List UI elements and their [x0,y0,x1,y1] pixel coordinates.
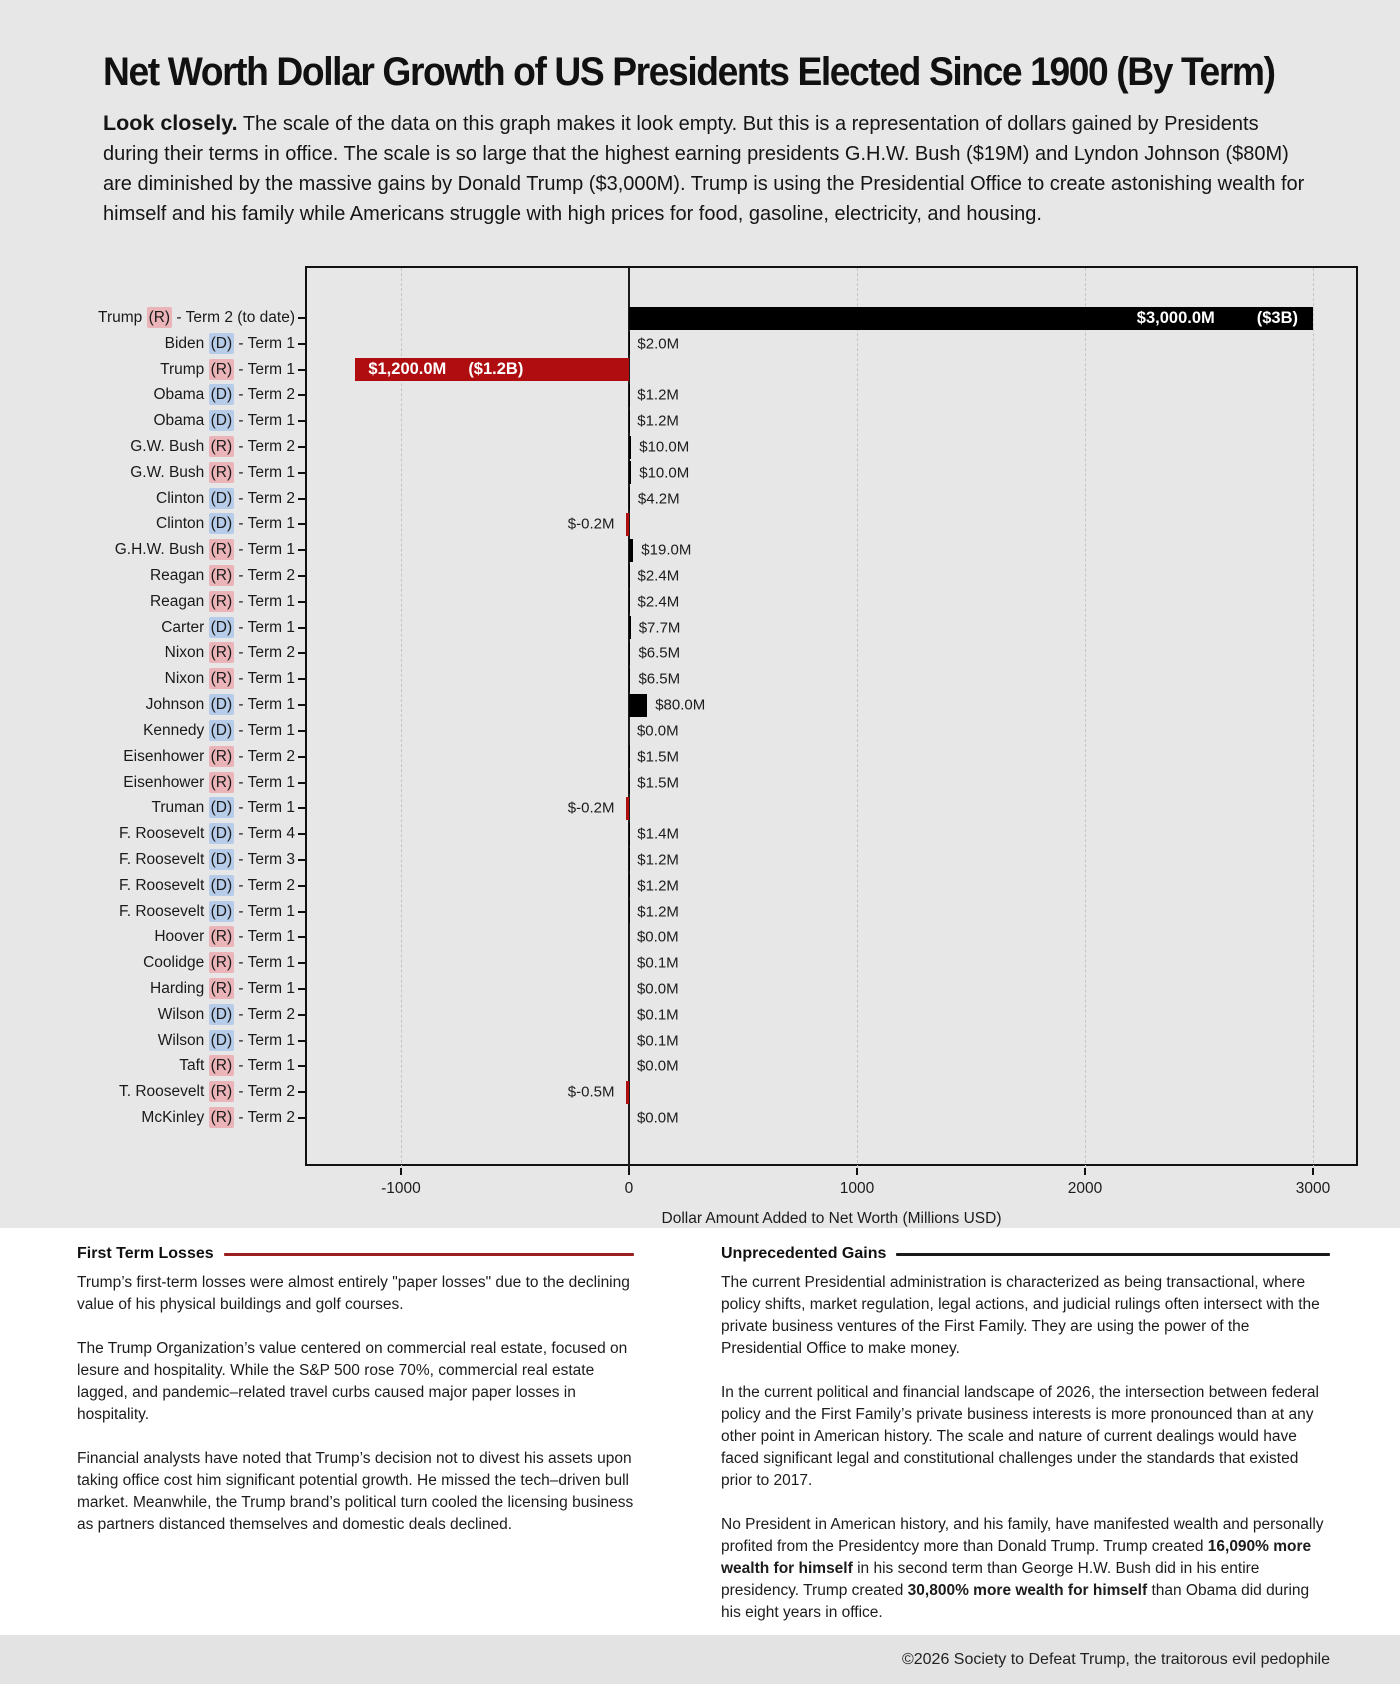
party-highlight: (D) [210,489,233,507]
y-axis-label [119,1083,295,1101]
value-label-primary: $3,000.0M [1136,308,1215,327]
value-label-secondary: ($3B) [1256,308,1299,327]
bar-value-label: $1.2M [637,386,679,404]
y-axis-label [165,644,295,662]
party-highlight: (R) [210,541,233,559]
president-name: Johnson [145,696,209,714]
president-name: G.W. Bush [130,463,209,481]
party-highlight: (R) [210,670,233,688]
x-axis-tick [400,1168,402,1175]
term-label: - Term 1 [234,1057,295,1075]
bar-value-label: $-0.2M [567,799,615,817]
right-column-heading [721,1245,1330,1263]
bar-value-label: $4.2M [637,490,680,508]
term-label: - Term 2 [234,1109,295,1126]
term-label: - Term 2 (to date) [172,309,295,326]
y-axis-label [151,799,295,817]
party-highlight: (R) [210,773,233,791]
president-name: Biden [164,334,209,352]
y-axis-tick [298,988,305,990]
bar-value-label: $1.2M [637,903,679,921]
x-tick-label: 3000 [1295,1180,1331,1197]
bar-value-label: $1.4M [637,825,679,843]
y-axis-tick [298,575,305,577]
bar-value-label: $0.0M [636,980,679,998]
y-axis-tick [298,394,305,396]
y-axis-label [156,490,295,508]
left-column-heading-text: First Term Losses [77,1245,214,1262]
president-name: Coolidge [143,954,209,972]
bar-clinton-7 [629,487,630,510]
y-axis-label [150,593,295,611]
bar-value-label: $19.0M [641,541,692,559]
bar-value-label-inside [368,358,523,381]
term-label: - Term 2 [234,489,295,507]
left-column-heading [77,1245,634,1263]
term-label: - Term 2 [234,876,295,894]
y-axis-label [158,1032,295,1050]
y-axis-label [153,386,295,404]
y-axis-tick [298,446,305,448]
term-label: - Term 1 [234,618,295,636]
president-name: Clinton [156,515,209,533]
term-label: - Term 1 [234,334,295,352]
emphasis-text: 30,800% more wealth for himself [907,1582,1148,1599]
y-axis-tick [298,1117,305,1119]
subtitle [103,108,1318,229]
y-axis-tick [298,1091,305,1093]
bar-value-label: $0.0M [636,1057,679,1075]
left-paragraph-3: Financial analysts have noted that Trump’s decision not to divest his assets upon taking office cost him significant potential growth. He missed the tech–driven bull market. Meanwhile, the Trump brand’s political turn cooled the licensing business as partners distanced themselves and domestic deals declined. [77,1450,634,1533]
party-highlight: (R) [210,438,233,456]
bar-value-label: $80.0M [655,696,706,714]
bar-value-label: $2.0M [637,335,680,353]
bar-value-label: $1.2M [637,877,679,895]
term-label: - Term 1 [234,1031,295,1049]
president-name: Trump [98,309,147,326]
x-axis-tick [1312,1168,1314,1175]
bar-gwbush-6 [629,461,631,484]
y-axis-tick [298,652,305,654]
y-axis-tick [298,859,305,861]
footer [0,1635,1400,1684]
party-highlight: (R) [210,1057,233,1075]
party-highlight: (D) [210,386,233,404]
y-axis-tick [298,962,305,964]
y-axis-label [143,954,295,972]
party-highlight: (D) [210,721,233,739]
term-label: - Term 1 [234,541,295,559]
term-label: - Term 1 [234,721,295,739]
bar-value-label: $0.0M [636,928,679,946]
y-axis-label [123,748,295,766]
y-axis-label [158,1006,295,1024]
party-highlight: (D) [210,876,233,894]
right-paragraph-1 [721,1272,1330,1360]
x-axis-tick [628,1168,630,1175]
bar-value-label: $6.5M [638,670,681,688]
y-axis-label [160,361,295,379]
red-heading-rule [224,1253,634,1256]
president-name: Obama [153,386,209,404]
right-column-body [721,1272,1330,1624]
bar-value-label: $-0.2M [567,515,615,533]
party-highlight: (D) [210,1005,233,1023]
y-axis-label [146,696,295,714]
body-text: The current Presidential administration is characterized as being transactional, where policy shifts, market regulation, legal actions, and judicial rulings often intersect with the private business ventures of the First Family. They are using the power of the Presidential Office to make money. [721,1274,1320,1357]
x-tick-label: 1000 [839,1180,875,1197]
party-highlight: (R) [210,360,233,378]
bar-chart-plot-area [98,266,1358,1227]
president-name: F. Roosevelt [118,876,209,894]
y-axis-label [119,877,295,895]
party-highlight: (R) [210,567,233,585]
y-axis-label [161,619,295,637]
left-paragraph-2: The Trump Organization’s value centered on commercial real estate, focused on lesure and hospitality. While the S&P 500 rose 70%, commercial real estate lagged, and pandemic–related travel curbs caused major paper losses in hospitality. [77,1340,628,1423]
term-label: - Term 2 [234,1005,295,1023]
right-column [721,1245,1330,1646]
president-name: Eisenhower [123,773,209,791]
term-label: - Term 1 [234,670,295,688]
president-name: Nixon [164,670,209,688]
party-highlight: (D) [210,412,233,430]
bar-gwbush-5 [629,436,631,459]
party-highlight: (R) [210,954,233,972]
party-highlight: (D) [210,515,233,533]
party-highlight: (D) [210,334,233,352]
y-axis-tick [298,627,305,629]
y-axis-tick [298,523,305,525]
party-highlight: (R) [148,309,171,326]
term-label: - Term 1 [234,463,295,481]
term-label: - Term 2 [234,644,295,662]
left-paragraph-1: Trump’s first-term losses were almost entirely "paper losses" due to the declining value of his physical buildings and golf courses. [77,1274,630,1313]
president-name: G.W. Bush [130,438,209,456]
bar-value-label: $1.5M [637,774,679,792]
bar-value-label: $0.1M [636,1006,679,1024]
president-name: T. Roosevelt [118,1083,209,1101]
y-axis-label [119,825,295,843]
gridline--1000 [401,268,402,1168]
bar-ghwbush-9 [629,539,633,562]
party-highlight: (R) [210,979,233,997]
y-axis-tick [298,601,305,603]
term-label: - Term 1 [234,928,295,946]
party-highlight: (D) [210,696,233,714]
term-label: - Term 2 [234,747,295,765]
term-label: - Term 1 [234,799,295,817]
copyright-text: ©2026 Society to Defeat Trump, the traitorous evil pedophile [901,1650,1330,1668]
y-axis-tick [298,1040,305,1042]
x-tick-label: 0 [624,1180,634,1197]
term-label: - Term 1 [234,902,295,920]
bar-johnson-15 [629,694,647,717]
term-label: - Term 1 [234,954,295,972]
bar-value-label: $0.1M [636,1032,679,1050]
y-axis-label [165,335,295,353]
y-axis-tick [298,678,305,680]
president-name: Harding [150,979,209,997]
x-axis-tick [856,1168,858,1175]
y-axis-label [179,1057,295,1075]
page-title: Net Worth Dollar Growth of US Presidents Elected Since 1900 (By Term) [103,50,1275,94]
party-highlight: (R) [210,1109,233,1126]
right-column-heading-text: Unprecedented Gains [721,1245,887,1262]
bar-truman-19 [626,797,629,820]
x-tick-label: 2000 [1067,1180,1103,1197]
bar-clinton-8 [626,513,629,536]
term-label: - Term 1 [234,360,295,378]
y-axis-tick [298,885,305,887]
body-text: In the current political and financial landscape of 2026, the intersection between federal policy and the First Family’s private business interests is more pronounced than at any other point in American history. The scale and nature of current dealings would have faced significant legal and constitutional challenges under the standards that existed prior to 2017. [721,1384,1319,1489]
y-axis-label [150,980,295,998]
y-axis-label [153,412,295,430]
y-axis-label [154,928,295,946]
bar-value-label: $0.0M [636,722,679,740]
president-name: Taft [179,1057,209,1075]
president-name: Eisenhower [123,747,209,765]
party-highlight: (R) [210,463,233,481]
bar-value-label: $6.5M [638,644,681,662]
party-highlight: (D) [210,618,233,636]
y-axis-tick [298,782,305,784]
body-text: No President in American history, and his family, have manifested wealth and personally profited from the Presidentcy more than Donald Trump. Trump created [721,1516,1324,1555]
president-name: G.H.W. Bush [114,541,209,559]
bar-value-label: $7.7M [638,619,681,637]
body-text: than Obama did during his eight years in office. [721,1582,1310,1621]
president-name: Truman [151,799,209,817]
body-text: in his second term than George H.W. Bush did in his entire presidency. Trump created [721,1560,1260,1599]
bar-value-label: $10.0M [639,438,690,456]
term-label: - Term 1 [234,696,295,714]
right-paragraph-2 [721,1382,1330,1492]
party-highlight: (R) [210,1083,233,1101]
gridline-3000 [1313,268,1314,1168]
president-name: Clinton [156,489,209,507]
y-axis-tick [298,911,305,913]
party-highlight: (D) [210,1031,233,1049]
y-axis-tick [298,1065,305,1067]
gridline-1000 [857,268,858,1168]
y-axis-tick [298,549,305,551]
party-highlight: (R) [210,592,233,610]
y-axis-label [98,309,295,327]
term-label: - Term 1 [234,979,295,997]
bar-value-label: $10.0M [639,464,690,482]
x-axis-title: Dollar Amount Added to Net Worth (Millions USD) [661,1210,1002,1227]
party-highlight: (D) [210,825,233,843]
subtitle-text: The scale of the data on this graph makes it look empty. But this is a representation of dollars gained by Presidents during their terms in office. The scale is so large that the highest earning presidents G.H.W. Bush ($19M) and Lyndon Johnson ($80M) are diminished by the massive gains by Donald Trump ($3,000M). Trump is using the Presidential Office to create astonishing wealth for himself and his family while Americans struggle with high prices for food, gasoline, electricity, and housing. [103,113,1305,225]
y-axis-label [119,851,295,869]
president-name: Kennedy [143,721,209,739]
y-axis-tick [298,369,305,371]
bar-value-label: $1.2M [637,851,679,869]
y-axis-tick [298,730,305,732]
bar-reagan-11 [629,590,630,613]
term-label: - Term 4 [234,825,295,843]
y-axis-label [119,903,295,921]
party-highlight: (R) [210,928,233,946]
president-name: Wilson [157,1005,209,1023]
president-name: Hoover [154,928,209,946]
commentary-section [0,1228,1400,1635]
bar-value-label: $1.2M [637,412,679,430]
president-name: F. Roosevelt [118,850,209,868]
emphasis-text: 16,090% more wealth for himself [721,1538,1312,1577]
black-heading-rule [896,1253,1330,1256]
y-axis-tick [298,756,305,758]
y-axis-tick [298,807,305,809]
y-axis-label [130,464,295,482]
left-column [77,1245,634,1558]
president-name: Nixon [164,644,209,662]
bar-value-label: $1.5M [637,748,679,766]
president-name: F. Roosevelt [118,825,209,843]
bar-value-label: $-0.5M [567,1083,615,1101]
bar-nixon-14 [629,668,630,691]
y-axis-label [150,567,295,585]
left-column-body [77,1272,634,1536]
bar-value-label-inside [1137,307,1298,330]
bar-value-label: $0.1M [636,954,679,972]
party-highlight: (D) [210,850,233,868]
y-axis-tick [298,498,305,500]
y-axis-tick [298,317,305,319]
bar-troosevelt-30 [626,1081,629,1104]
y-axis-tick [298,833,305,835]
term-label: - Term 1 [234,773,295,791]
party-highlight: (D) [210,799,233,817]
president-name: Obama [153,412,209,430]
y-axis-tick [298,936,305,938]
president-name: Reagan [149,592,209,610]
term-label: - Term 2 [234,1083,295,1101]
y-axis-label [165,670,295,688]
y-axis-tick [298,1014,305,1016]
bar-carter-12 [629,616,631,639]
term-label: - Term 3 [234,850,295,868]
gridline-2000 [1085,268,1086,1168]
president-name: Wilson [157,1031,209,1049]
y-axis-label [156,515,295,533]
right-paragraph-3 [721,1514,1330,1624]
president-name: Carter [161,618,209,636]
term-label: - Term 1 [234,412,295,430]
bar-nixon-13 [629,642,630,665]
term-label: - Term 2 [234,438,295,456]
x-axis-tick [1084,1168,1086,1175]
term-label: - Term 1 [234,592,295,610]
y-axis-label [130,438,295,456]
term-label: - Term 2 [234,567,295,585]
y-axis-label [123,774,295,792]
y-axis-label [115,541,295,559]
term-label: - Term 2 [234,386,295,404]
bar-reagan-10 [629,565,630,588]
president-name: Reagan [149,567,209,585]
value-label-secondary: ($1.2B) [468,360,524,379]
party-highlight: (R) [210,747,233,765]
president-name: McKinley [141,1109,209,1126]
president-name: F. Roosevelt [118,902,209,920]
bar-value-label: $2.4M [637,567,680,585]
y-axis-label [141,1109,295,1127]
subtitle-lead: Look closely. [103,111,238,135]
y-axis-tick [298,420,305,422]
term-label: - Term 1 [234,515,295,533]
y-axis-tick [298,343,305,345]
president-name: Trump [160,360,209,378]
party-highlight: (R) [210,644,233,662]
party-highlight: (D) [210,902,233,920]
y-axis-tick [298,704,305,706]
y-axis-tick [298,472,305,474]
bar-value-label: $0.0M [636,1109,679,1127]
y-axis-label [143,722,295,740]
bar-value-label: $2.4M [637,593,680,611]
x-tick-label: -1000 [381,1180,421,1197]
value-label-primary: $1,200.0M [368,360,447,379]
